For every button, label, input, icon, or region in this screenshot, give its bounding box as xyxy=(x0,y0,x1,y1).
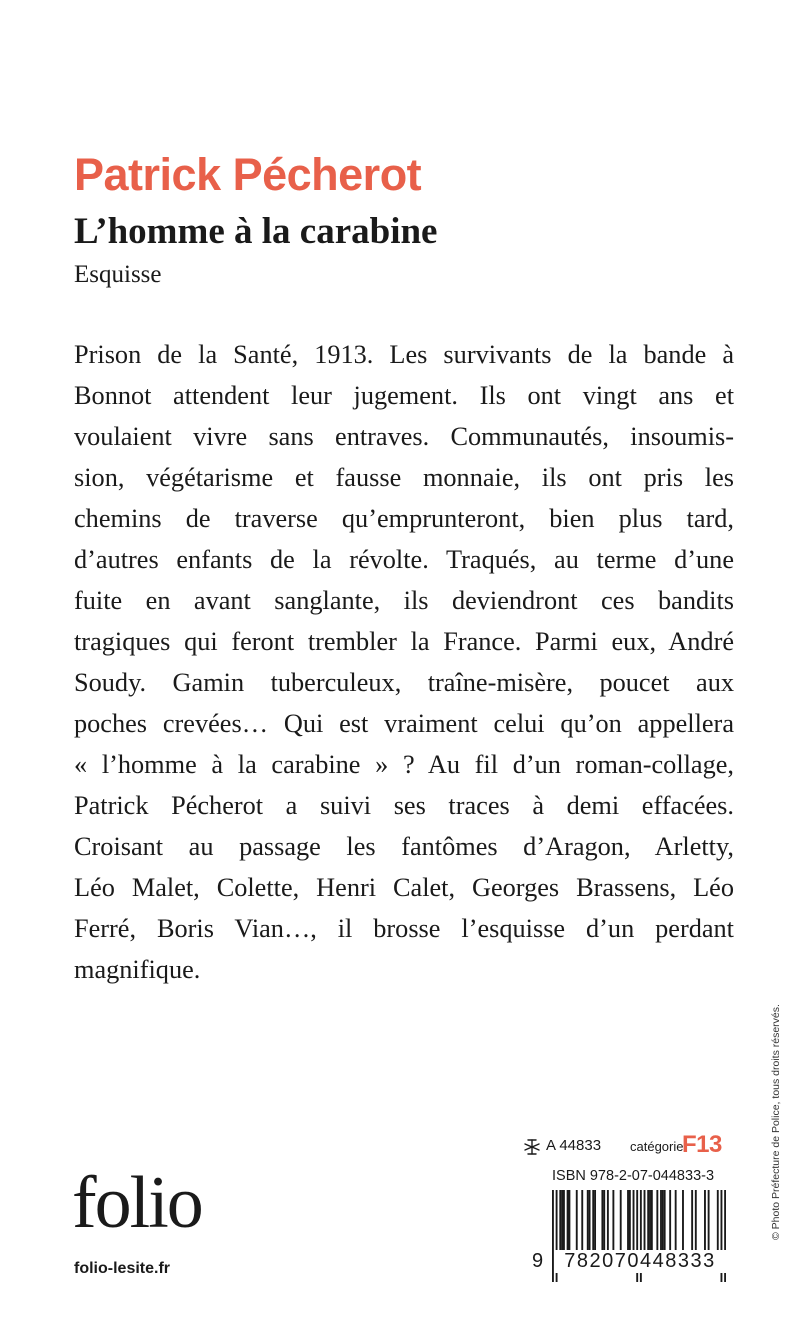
barcode-bar xyxy=(589,1190,591,1250)
barcode-bar xyxy=(576,1190,578,1250)
blurb-line: Léo Malet, Colette, Henri Calet, Georges Brassens, Léo xyxy=(74,873,734,902)
barcode-digits xyxy=(530,1248,726,1278)
barcode-first-digit: 9 xyxy=(532,1250,544,1272)
blurb-text xyxy=(74,334,734,990)
barcode-bar xyxy=(568,1190,570,1250)
barcode-bar xyxy=(629,1190,631,1250)
barcode-bar xyxy=(603,1190,605,1250)
blurb-line: Bonnot attendent leur jugement. Ils ont vingt ans et xyxy=(74,381,734,410)
barcode-bar xyxy=(695,1190,697,1250)
barcode-bar xyxy=(601,1190,603,1250)
photo-credit: © Photo Préfecture de Police, tous droits réservés. xyxy=(770,1004,782,1240)
barcode-bar xyxy=(675,1190,677,1250)
blurb-line: fuite en avant sanglante, ils deviendront ces bandits xyxy=(74,586,734,615)
barcode-bar xyxy=(561,1190,563,1250)
barcode-bar xyxy=(669,1190,671,1250)
barcode-rest-digits: 782070448333 xyxy=(554,1250,726,1273)
barcode-bar xyxy=(567,1190,569,1250)
barcode-bar xyxy=(691,1190,693,1250)
blurb-line: tragiques qui feront trembler la France. Parmi eux, André xyxy=(74,627,734,656)
blurb-line: magnifique. xyxy=(74,955,201,984)
barcode-bar xyxy=(620,1190,622,1250)
blurb-line: « l’homme à la carabine » ? Au fil d’un roman-collage, xyxy=(74,750,734,779)
book-title: L’homme à la carabine xyxy=(74,211,438,252)
barcode-bar xyxy=(612,1190,614,1250)
catalog-reference: A 44833 xyxy=(546,1137,602,1154)
barcode-bar xyxy=(708,1190,710,1250)
barcode-bar xyxy=(660,1190,662,1250)
barcode-bar xyxy=(682,1190,684,1250)
barcode-bar xyxy=(563,1190,565,1250)
barcode-bar xyxy=(594,1190,596,1250)
barcode-bar xyxy=(664,1190,666,1250)
gallimard-star-icon xyxy=(522,1137,542,1157)
blurb-line: Prison de la Santé, 1913. Les survivants de la bande à xyxy=(74,340,734,369)
barcode-bar xyxy=(656,1190,658,1250)
barcode-bar xyxy=(607,1190,609,1250)
barcode-bar xyxy=(627,1190,629,1250)
barcode-bar xyxy=(651,1190,653,1250)
blurb-line: Patrick Pécherot a suivi ses traces à demi effacées. xyxy=(74,791,734,820)
blurb-line: Croisant au passage les fantômes d’Aragon, Arletty, xyxy=(74,832,734,861)
barcode-bar xyxy=(587,1190,589,1250)
isbn: ISBN 978-2-07-044833-3 xyxy=(552,1168,715,1184)
blurb-line: Ferré, Boris Vian…, il brosse l’esquisse d’un perdant xyxy=(74,914,734,943)
author-name: Patrick Pécherot xyxy=(74,149,422,200)
folio-logo: folio xyxy=(72,1162,202,1244)
book-subtitle: Esquisse xyxy=(74,261,162,288)
barcode-bar xyxy=(717,1190,719,1250)
barcode-bar xyxy=(633,1190,635,1250)
blurb-line: chemins de traverse qu’emprunteront, bien plus tard, xyxy=(74,504,734,533)
barcode-bar xyxy=(704,1190,706,1250)
blurb-line: sion, végétarisme et fausse monnaie, ils ont pris les xyxy=(74,463,734,492)
blurb-line: poches crevées… Qui est vraiment celui qu’on appellera xyxy=(74,709,734,738)
barcode-bar xyxy=(649,1190,651,1250)
blurb-line: Soudy. Gamin tuberculeux, traîne-misère, poucet aux xyxy=(74,668,734,697)
barcode-bar xyxy=(559,1190,561,1250)
website-link[interactable]: folio-lesite.fr xyxy=(74,1260,171,1277)
category-code: F13 xyxy=(682,1131,722,1158)
barcode-bar xyxy=(662,1190,664,1250)
blurb-line: d’autres enfants de la révolte. Traqués, au terme d’une xyxy=(74,545,734,574)
barcode-bar xyxy=(644,1190,646,1250)
catalog-info xyxy=(522,1131,722,1161)
barcode-bar xyxy=(647,1190,649,1250)
barcode-bar xyxy=(592,1190,594,1250)
blurb-line: voulaient vivre sans entraves. Communautés, insoumis- xyxy=(74,422,734,451)
category-label: catégorie xyxy=(630,1139,684,1154)
barcode-bar xyxy=(581,1190,583,1250)
